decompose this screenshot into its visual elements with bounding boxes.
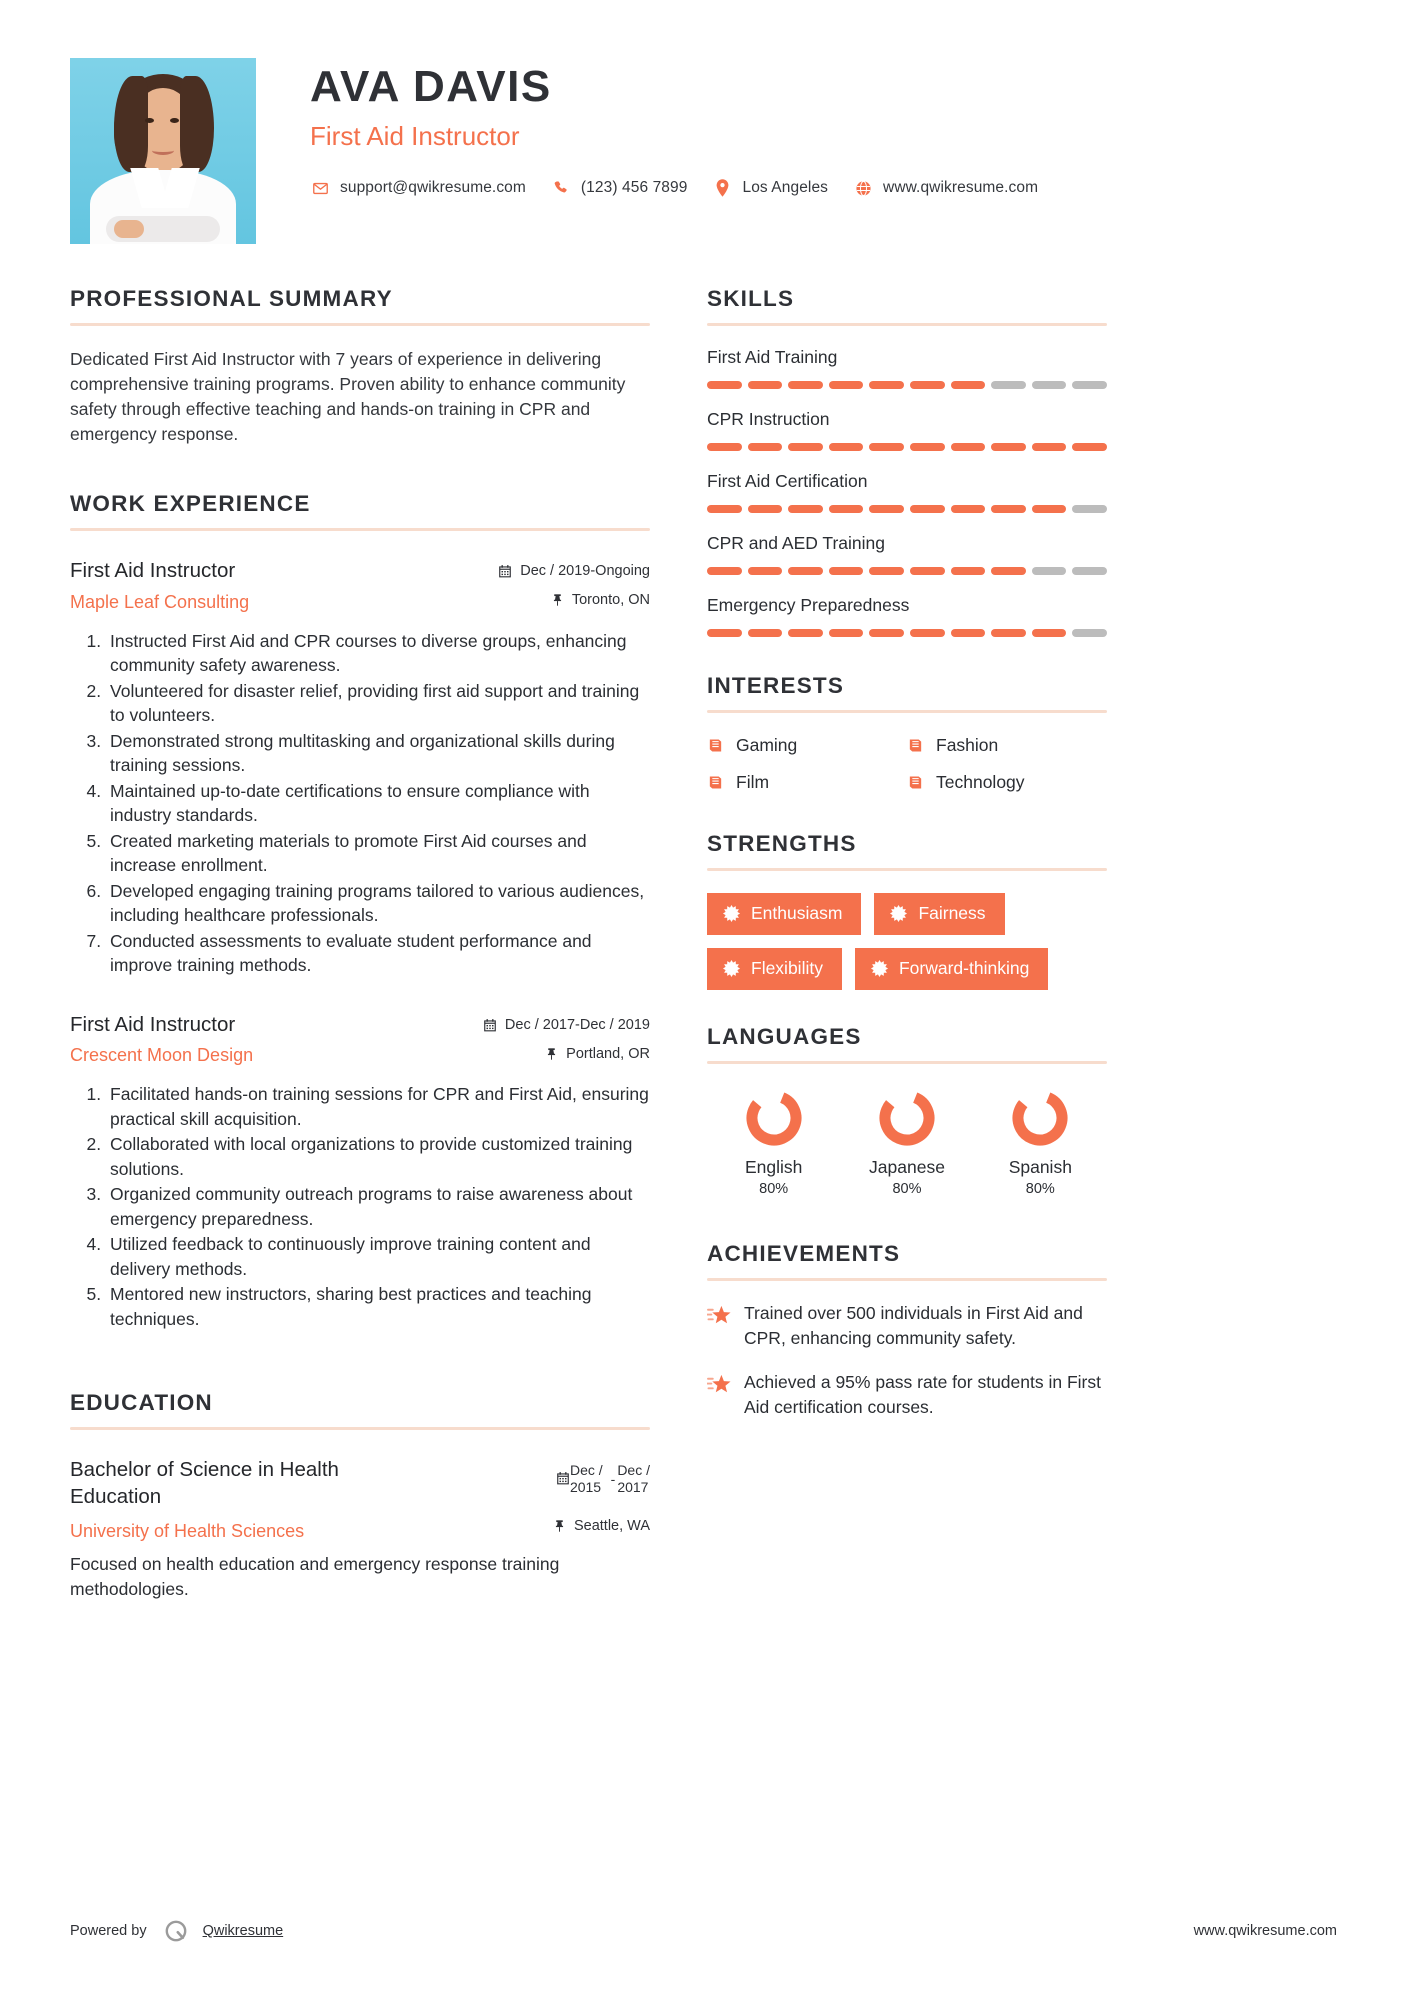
language-item — [707, 1088, 840, 1197]
language-item — [840, 1088, 973, 1197]
education-date-separator: - — [610, 1471, 616, 1488]
section-divider — [707, 710, 1107, 713]
resume-body — [0, 286, 1407, 1601]
skill-segment — [991, 629, 1026, 637]
pushpin-icon — [545, 1047, 558, 1061]
star-icon — [707, 1304, 732, 1327]
skill-item — [707, 595, 1107, 637]
skill-segment — [748, 381, 783, 389]
skill-segment — [951, 505, 986, 513]
skill-segment — [869, 381, 904, 389]
education-date-start-month: Dec / — [569, 1462, 603, 1479]
left-column — [70, 286, 650, 1601]
interest-item — [707, 735, 907, 756]
achievement-item — [707, 1301, 1107, 1350]
contact-email-text: support@qwikresume.com — [340, 179, 526, 197]
skill-segment — [951, 629, 986, 637]
book-icon — [707, 774, 724, 791]
skill-segment — [788, 443, 823, 451]
skill-segment — [1072, 629, 1107, 637]
spacer — [70, 1332, 650, 1390]
skill-segment — [910, 567, 945, 575]
skill-label: CPR and AED Training — [707, 533, 886, 553]
work-role: First Aid Instructor — [70, 559, 236, 583]
section-title-achievements: ACHIEVEMENTS — [707, 1241, 901, 1266]
skill-segment — [910, 381, 945, 389]
star-icon — [707, 1373, 732, 1396]
language-name: English — [744, 1157, 803, 1177]
section-title-strengths: STRENGTHS — [707, 831, 857, 856]
achievement-item — [707, 1370, 1107, 1419]
book-icon — [907, 774, 924, 791]
skill-segment — [869, 443, 904, 451]
photo-smile — [152, 146, 174, 155]
language-item — [974, 1088, 1107, 1197]
interest-item — [707, 772, 907, 793]
skill-segment — [1032, 567, 1067, 575]
skill-segment — [829, 443, 864, 451]
skill-segment — [869, 629, 904, 637]
burst-icon — [722, 959, 741, 978]
section-divider — [707, 323, 1107, 326]
education-entry-meta — [553, 1457, 650, 1534]
skill-level-bar — [707, 443, 1107, 451]
work-bullet: 5. Mentored new instructors, sharing best practices and teaching techniques. — [106, 1282, 650, 1331]
language-progress-ring — [877, 1088, 937, 1148]
section-achievements — [707, 1241, 1107, 1419]
section-divider — [707, 1061, 1107, 1064]
work-location-text: Portland, OR — [566, 1045, 650, 1062]
section-education — [70, 1390, 650, 1601]
work-bullet: 1. Facilitated hands-on training sessions for CPR and First Aid, ensuring practical skill acquisition. — [106, 1082, 650, 1131]
qwikresume-logo-icon — [163, 1918, 189, 1944]
work-location — [483, 1046, 650, 1062]
globe-icon — [853, 180, 873, 197]
work-company: Crescent Moon Design — [70, 1045, 254, 1066]
skill-segment — [1032, 443, 1067, 451]
section-title-summary: PROFESSIONAL SUMMARY — [70, 286, 393, 311]
work-location — [498, 592, 650, 608]
qwikresume-link[interactable]: Qwikresume — [202, 1923, 284, 1939]
skill-segment — [951, 381, 986, 389]
pushpin-icon — [553, 1519, 566, 1533]
skill-segment — [788, 629, 823, 637]
section-divider — [707, 1278, 1107, 1281]
skill-segment — [748, 629, 783, 637]
strength-pill — [874, 893, 1004, 935]
work-dates-text: Dec / 2019-Ongoing — [520, 563, 650, 580]
right-column — [707, 286, 1107, 1601]
section-divider — [70, 323, 650, 326]
work-bullet: 4. Maintained up-to-date certifications to ensure compliance with industry standards. — [106, 779, 650, 828]
photo-hair-left — [114, 76, 148, 172]
education-entry — [70, 1457, 650, 1601]
education-dates — [553, 1462, 650, 1496]
skill-segment — [707, 381, 742, 389]
calendar-icon — [498, 564, 512, 578]
skill-level-bar — [707, 505, 1107, 513]
contact-website[interactable] — [853, 179, 1038, 197]
work-entry-meta — [483, 1012, 650, 1062]
skills-list — [707, 347, 1107, 637]
skill-segment — [829, 505, 864, 513]
strength-pill — [707, 948, 842, 990]
skill-segment — [991, 443, 1026, 451]
work-entry-header — [70, 1012, 650, 1067]
section-languages — [707, 1024, 1107, 1197]
skill-label: First Aid Training — [707, 347, 838, 367]
work-bullet: 3. Organized community outreach programs to raise awareness about emergency preparedness. — [106, 1182, 650, 1231]
work-bullet: 2. Volunteered for disaster relief, providing first aid support and training to volunteers. — [106, 679, 650, 728]
skill-label: CPR Instruction — [707, 409, 830, 429]
work-bullet-list — [70, 1082, 650, 1331]
achievements-list — [707, 1301, 1107, 1419]
work-dates-text: Dec / 2017-Dec / 2019 — [504, 1016, 650, 1033]
skill-segment — [910, 505, 945, 513]
education-location — [553, 1518, 650, 1534]
interests-grid — [707, 735, 1107, 793]
contact-location[interactable] — [712, 179, 828, 197]
skill-segment — [1032, 629, 1067, 637]
contact-website-text: www.qwikresume.com — [883, 179, 1039, 197]
skill-label: Emergency Preparedness — [707, 595, 910, 615]
calendar-icon — [483, 1018, 497, 1032]
spacer — [707, 793, 1107, 831]
skill-segment — [951, 567, 986, 575]
work-bullet: 5. Created marketing materials to promote First Aid courses and increase enrollment. — [106, 829, 650, 878]
skill-segment — [869, 567, 904, 575]
spacer — [707, 637, 1107, 673]
contact-bar — [310, 179, 1337, 197]
skill-segment — [1032, 505, 1067, 513]
section-title-education: EDUCATION — [70, 1390, 213, 1416]
strengths-list — [707, 893, 1107, 990]
photo-eye-right — [170, 118, 179, 123]
skill-segment — [951, 443, 986, 451]
skill-segment — [869, 505, 904, 513]
education-location-text: Seattle, WA — [573, 1518, 650, 1535]
work-entry — [70, 1012, 650, 1332]
work-dates — [483, 1017, 650, 1033]
education-date-end — [617, 1462, 650, 1496]
education-date-start-year: 2015 — [569, 1479, 602, 1496]
strength-label: Enthusiasm — [751, 903, 843, 923]
language-name: Japanese — [869, 1157, 945, 1177]
achievement-text: Trained over 500 individuals in First Aid and CPR, enhancing community safety. — [744, 1303, 1083, 1348]
skill-segment — [707, 443, 742, 451]
spacer — [707, 1197, 1107, 1241]
skill-segment — [1072, 381, 1107, 389]
calendar-icon — [556, 1471, 570, 1488]
languages-list — [707, 1088, 1107, 1197]
photo-eye-left — [145, 118, 154, 123]
contact-email[interactable] — [310, 179, 526, 197]
summary-text: Dedicated First Aid Instructor with 7 years of experience in delivering comprehensive training programs. Proven ability to enhance community safety through effective teaching and hands-on training in CPR and emergency response. — [70, 349, 626, 445]
spacer — [70, 447, 650, 491]
skill-segment — [991, 567, 1026, 575]
footer-url: www.qwikresume.com — [1193, 1923, 1337, 1939]
work-bullet-list — [70, 629, 650, 978]
work-entry — [70, 558, 650, 978]
candidate-job-title: First Aid Instructor — [310, 121, 520, 152]
achievement-text: Achieved a 95% pass rate for students in First Aid certification courses. — [744, 1372, 1101, 1417]
work-bullet: 6. Developed engaging training programs tailored to various audiences, including healthcare professionals. — [106, 879, 650, 928]
skill-segment — [910, 629, 945, 637]
skill-segment — [748, 567, 783, 575]
section-title-skills: SKILLS — [707, 286, 795, 311]
skill-item — [707, 471, 1107, 513]
skill-item — [707, 533, 1107, 575]
language-percent: 80% — [892, 1181, 922, 1197]
book-icon — [907, 737, 924, 754]
skill-label: First Aid Certification — [707, 471, 868, 491]
strength-label: Forward-thinking — [898, 958, 1030, 978]
language-percent: 80% — [1025, 1181, 1055, 1197]
education-date-start — [570, 1462, 603, 1496]
location-pin-icon — [712, 179, 732, 197]
skill-segment — [748, 505, 783, 513]
skill-segment — [1072, 505, 1107, 513]
section-title-languages: LANGUAGES — [707, 1024, 862, 1049]
work-role: First Aid Instructor — [70, 1012, 236, 1036]
spacer — [707, 990, 1107, 1024]
skill-level-bar — [707, 629, 1107, 637]
skill-segment — [707, 629, 742, 637]
education-date-end-year: 2017 — [617, 1479, 649, 1496]
work-bullet: 1. Instructed First Aid and CPR courses to diverse groups, enhancing community safety awareness. — [106, 629, 650, 678]
language-progress-ring — [1010, 1088, 1070, 1148]
language-percent: 80% — [759, 1181, 789, 1197]
work-bullet: 3. Demonstrated strong multitasking and organizational skills during training sessions. — [106, 729, 650, 778]
skill-item — [707, 409, 1107, 451]
photo-hair-right — [180, 76, 214, 172]
section-professional-summary — [70, 286, 650, 447]
work-location-text: Toronto, ON — [571, 592, 650, 609]
section-divider — [70, 1427, 650, 1430]
header-text-block — [256, 58, 1337, 197]
work-bullet: 2. Collaborated with local organizations to provide customized training solutions. — [106, 1132, 650, 1181]
skill-segment — [910, 443, 945, 451]
section-work-experience — [70, 491, 650, 1331]
candidate-name: AVA DAVIS — [310, 62, 552, 111]
burst-icon — [870, 959, 889, 978]
strength-pill — [855, 948, 1048, 990]
burst-icon — [889, 904, 908, 923]
work-entry-meta — [498, 558, 650, 608]
education-description: Focused on health education and emergency response training methodologies. — [70, 1553, 560, 1599]
interest-label: Technology — [936, 772, 1025, 792]
skill-segment — [1032, 381, 1067, 389]
interest-item — [907, 772, 1107, 793]
interest-item — [907, 735, 1107, 756]
work-entry-header — [70, 558, 650, 613]
skill-segment — [748, 443, 783, 451]
phone-icon — [551, 180, 571, 196]
skill-segment — [788, 567, 823, 575]
page-footer — [0, 1918, 1407, 1944]
skill-level-bar — [707, 567, 1107, 575]
work-company: Maple Leaf Consulting — [70, 591, 250, 612]
education-school: University of Health Sciences — [70, 1520, 305, 1541]
section-divider — [70, 528, 650, 531]
work-bullet: 4. Utilized feedback to continuously improve training content and delivery methods. — [106, 1232, 650, 1281]
work-entry-titles — [70, 1012, 483, 1067]
profile-photo — [70, 58, 256, 244]
photo-hand — [114, 220, 144, 238]
skill-segment — [1072, 443, 1107, 451]
language-progress-ring — [744, 1088, 804, 1148]
skill-segment — [991, 381, 1026, 389]
interest-label: Fashion — [936, 735, 999, 755]
section-skills — [707, 286, 1107, 637]
section-interests — [707, 673, 1107, 793]
education-entry-titles — [70, 1457, 553, 1541]
strength-label: Fairness — [918, 903, 986, 923]
interest-label: Film — [736, 772, 770, 792]
education-date-end-month: Dec / — [617, 1462, 650, 1479]
skill-segment — [829, 381, 864, 389]
burst-icon — [722, 904, 741, 923]
skill-segment — [788, 381, 823, 389]
skill-level-bar — [707, 381, 1107, 389]
contact-phone[interactable] — [551, 179, 688, 197]
resume-header — [0, 0, 1407, 244]
skill-segment — [788, 505, 823, 513]
pushpin-icon — [551, 593, 564, 607]
section-title-work: WORK EXPERIENCE — [70, 491, 311, 517]
skill-segment — [707, 567, 742, 575]
contact-phone-text: (123) 456 7899 — [580, 179, 688, 197]
work-bullet: 7. Conducted assessments to evaluate student performance and improve training methods. — [106, 929, 650, 978]
powered-by-block — [70, 1918, 283, 1944]
skill-segment — [1072, 567, 1107, 575]
skill-segment — [707, 505, 742, 513]
skill-segment — [829, 567, 864, 575]
skill-item — [707, 347, 1107, 389]
interest-label: Gaming — [736, 735, 798, 755]
skill-segment — [829, 629, 864, 637]
contact-location-text: Los Angeles — [742, 179, 829, 197]
section-divider — [707, 868, 1107, 871]
skill-segment — [991, 505, 1026, 513]
strength-pill — [707, 893, 861, 935]
powered-by-label: Powered by — [70, 1923, 147, 1939]
section-strengths — [707, 831, 1107, 990]
education-degree: Bachelor of Science in Health Education — [70, 1458, 339, 1508]
envelope-icon — [310, 180, 330, 197]
strength-label: Flexibility — [751, 958, 823, 978]
language-name: Spanish — [1008, 1157, 1072, 1177]
section-title-interests: INTERESTS — [707, 673, 845, 698]
work-entry-titles — [70, 558, 498, 613]
work-dates — [498, 563, 650, 579]
book-icon — [707, 737, 724, 754]
education-entry-header — [70, 1457, 650, 1541]
